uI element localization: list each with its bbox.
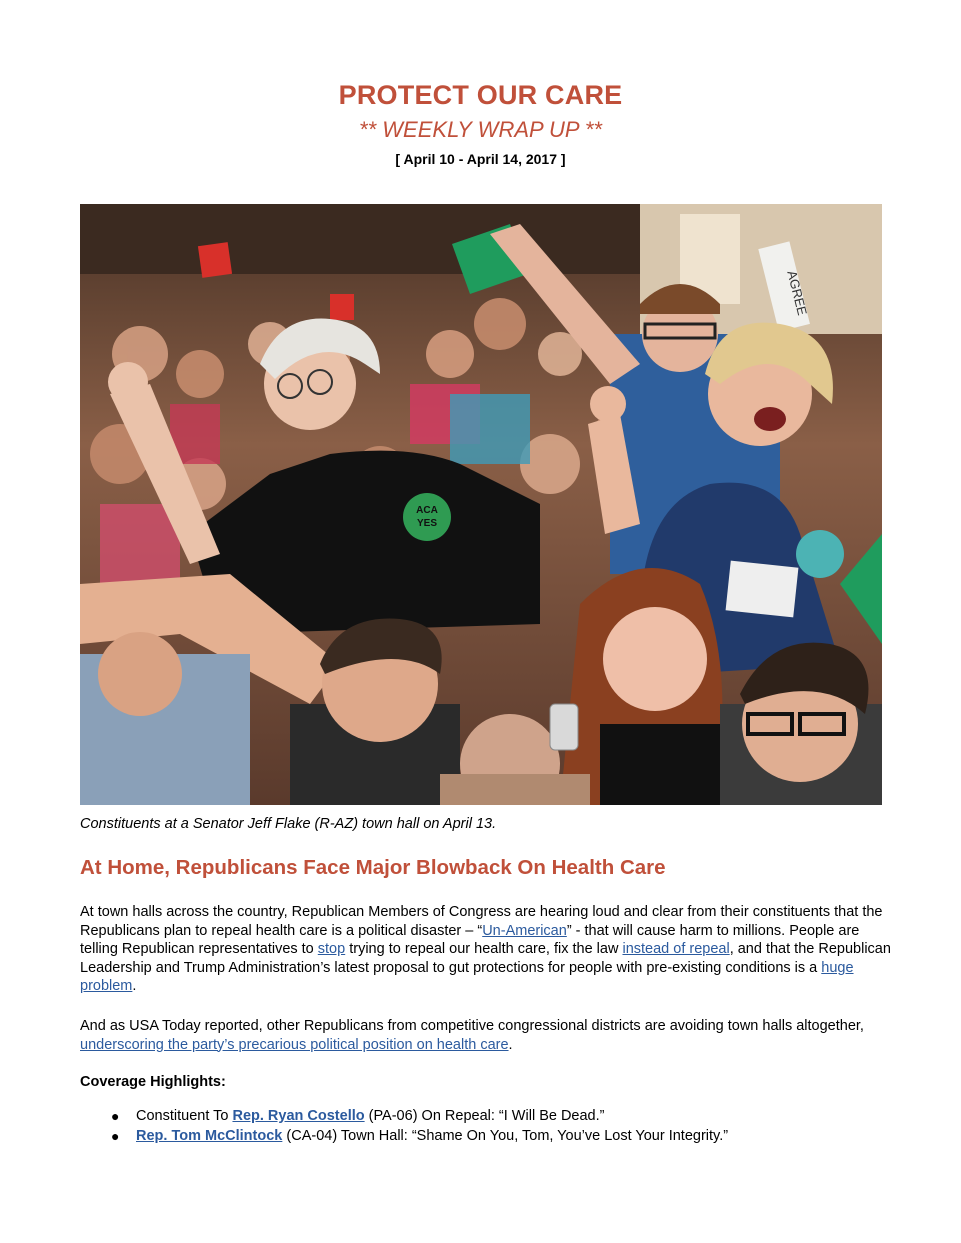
huge-problem-link[interactable]: huge problem <box>80 959 854 995</box>
stop-link[interactable]: stop <box>317 941 346 958</box>
town-hall-photo <box>80 204 882 805</box>
un-american-link[interactable]: Un-American <box>482 922 567 939</box>
rep-costello-link[interactable]: Rep. Ryan Costello <box>232 1108 365 1124</box>
list-item <box>80 1126 728 1146</box>
instead-of-repeal-link[interactable]: instead of repeal <box>622 941 730 958</box>
date-range: [ April 10 - April 14, 2017 ] <box>395 151 566 167</box>
agree-sign-text: AGREE <box>784 268 810 317</box>
p1-text-2: ” - that will cause harm to millions. People are telling Republican representatives to <box>80 922 860 958</box>
p1-text-1: At town halls across the country, Republican Members of Congress are hearing loud and clear from their constituents that the Republicans plan to repeal health care is a political disaster – “ <box>80 904 883 939</box>
p1-text-4: , and that the Republican Leadership and Trump Administration’s latest proposal to gut protections for people with pre-existing conditions is a <box>80 941 891 976</box>
photo-caption: Constituents at a Senator Jeff Flake (R-AZ) town hall on April 13. <box>80 816 497 832</box>
bullet-post: (PA-06) On Repeal: “I Will Be Dead.” <box>364 1108 605 1124</box>
coverage-highlights-title: Coverage Highlights: <box>80 1074 226 1090</box>
bullet-post: (CA-04) Town Hall: “Shame On You, Tom, You’ve Lost Your Integrity.” <box>282 1128 729 1144</box>
rep-mcclintock-link[interactable]: Rep. Tom McClintock <box>136 1128 283 1144</box>
paragraph-town-halls <box>80 903 900 996</box>
list-item <box>80 1106 728 1126</box>
paragraph-usa-today <box>80 1017 900 1054</box>
bullet-dot: ● <box>111 1128 120 1144</box>
aca-button-line1: ACA <box>416 505 438 516</box>
document-subtitle: ** WEEKLY WRAP UP ** <box>359 117 602 142</box>
document-title: PROTECT OUR CARE <box>338 80 623 110</box>
bullet-pre: Constituent To <box>136 1108 233 1124</box>
bullet-dot: ● <box>111 1108 120 1124</box>
p1-text-5: . <box>132 978 137 995</box>
p2-text-2: . <box>508 1036 513 1053</box>
p1-text-3: trying to repeal our health care, fix the law <box>345 941 623 958</box>
aca-button-line2: YES <box>416 518 438 529</box>
coverage-list <box>80 1106 728 1146</box>
precarious-position-link[interactable]: underscoring the party’s precarious political position on health care <box>80 1036 509 1053</box>
p2-text-1: And as USA Today reported, other Republicans from competitive congressional districts are avoiding town halls altogether, <box>80 1018 864 1034</box>
section-heading: At Home, Republicans Face Major Blowback On Health Care <box>80 856 666 879</box>
